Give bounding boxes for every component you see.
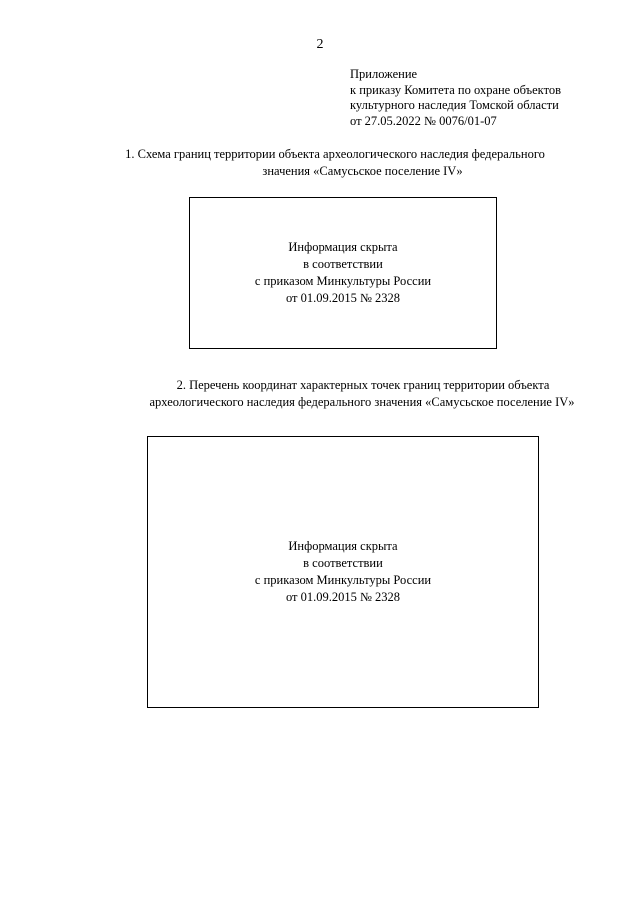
hidden-info-text [255,239,431,307]
hidden-info-line1: Информация скрыта [288,240,398,254]
section1-title-line2: значения «Самусьское поселение IV» [262,164,463,178]
hidden-info-line1: Информация скрыта [288,539,398,553]
hidden-info-line3: с приказом Минкультуры России [254,274,432,288]
appendix-order-ref: к приказу Комитета по охране объектов [350,82,562,97]
hidden-info-line2: в соответствии [303,257,383,271]
section1-title-line1: 1. Схема границ территории объекта археологического наследия федерального [125,147,545,161]
hidden-info-line4: от 01.09.2015 № 2328 [285,291,401,305]
section2-title-line1: 2. Перечень координат характерных точек границ территории объекта [176,378,550,392]
hidden-info-line4: от 01.09.2015 № 2328 [285,590,401,604]
appendix-committee: культурного наследия Томской области [350,98,559,112]
section2-title-line2: археологического наследия федерального значения «Самусьское поселение IV» [149,395,575,409]
appendix-header [350,67,620,129]
hidden-info-text [255,538,431,606]
hidden-info-line3: с приказом Минкультуры России [254,573,432,587]
appendix-title: Приложение [350,67,418,81]
hidden-info-line2: в соответствии [303,556,383,570]
appendix-order-date: от 27.05.2022 № 0076/01-07 [350,113,497,128]
hidden-info-box-coordinates [147,436,539,708]
hidden-info-box-scheme [189,197,497,349]
page-number: 2 [316,37,324,52]
